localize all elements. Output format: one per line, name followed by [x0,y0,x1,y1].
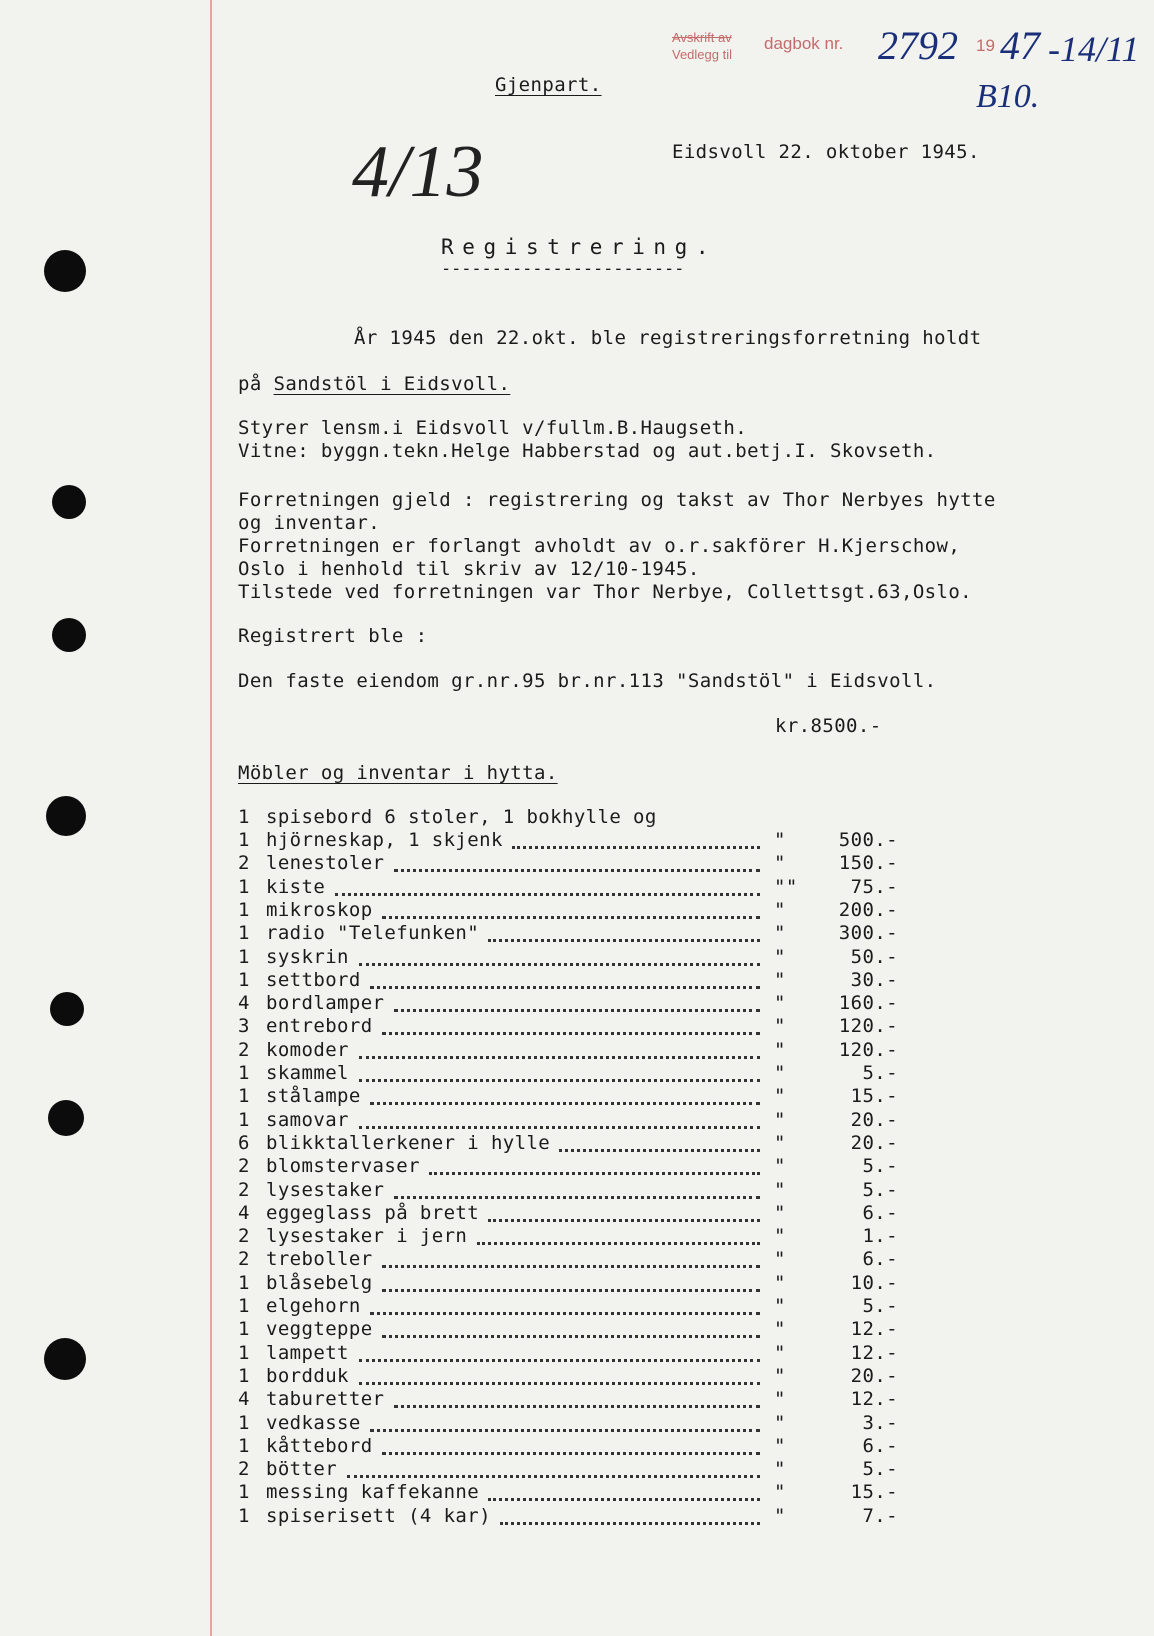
handwritten-number: 2792 [878,23,958,68]
registrert-label: Registrert ble : [238,625,428,647]
inventory-first-line [238,806,898,829]
inventory-desc: bötter [266,1458,338,1480]
inventory-row [238,1015,898,1038]
dot-leader [359,1126,760,1129]
place-date: Eidsvoll 22. oktober 1945. [672,141,980,163]
inventory-amount: 12.- [850,1318,898,1340]
margin-line [210,0,212,1636]
inventory-amount: 12.- [850,1388,898,1410]
inventory-amount: 5.- [862,1458,898,1480]
inventory-row [238,1179,898,1202]
punch-hole-7 [44,1338,86,1380]
dot-leader [488,1498,760,1501]
dot-leader [488,939,760,942]
forretning-line-3: Forretningen er forlangt avholdt av o.r.sakförer H.Kjerschow, [238,535,961,557]
inventory-qty: 3 [238,1015,250,1037]
ditto-mark: " [774,1481,786,1503]
ditto-mark: " [774,1109,786,1131]
inventory-row [238,992,898,1015]
handwritten-margin-note: 4/13 [352,131,484,213]
inventory-row [238,1505,898,1528]
inventory-qty: 2 [238,1458,250,1480]
dot-leader [429,1172,760,1175]
inventory-desc: syskrin [266,946,349,968]
inventory-desc: bordlamper [266,992,385,1014]
inventory-qty: 1 [238,899,250,921]
punch-hole-3 [52,618,86,652]
inventory-qty: 1 [238,829,250,851]
inventory-row [238,899,898,922]
inventory-qty: 1 [238,1435,250,1457]
inventory-qty: 1 [238,1412,250,1434]
inventory-desc: treboller [266,1248,373,1270]
inventory-desc: stålampe [266,1085,361,1107]
ditto-mark: " [774,992,786,1014]
inventory-qty: 1 [238,1505,250,1527]
inventory-desc: taburetter [266,1388,385,1410]
ditto-mark: " [774,829,786,851]
dot-leader [382,1289,760,1292]
inventory-desc: blomstervaser [266,1155,420,1177]
ditto-mark: " [774,899,786,921]
inventory-row [238,969,898,992]
ditto-mark: " [774,969,786,991]
forretning-line-4: Oslo i henhold til skriv av 12/10-1945. [238,558,700,580]
punch-hole-5 [50,992,84,1026]
inventory-row [238,876,898,899]
inventory-desc: hjörneskap, 1 skjenk [266,829,503,851]
forretning-line-5: Tilstede ved forretningen var Thor Nerbye, Collettsgt.63,Oslo. [238,581,973,603]
inventory-amount: 75.- [850,876,898,898]
inventory-row [238,1342,898,1365]
inventory-qty: 2 [238,1039,250,1061]
inventory-row [238,1458,898,1481]
dot-leader [359,1079,760,1082]
inventory-qty: 1 [238,1272,250,1294]
inventory-amount: 300.- [838,922,898,944]
ditto-mark: " [774,946,786,968]
inventory-desc: mikroskop [266,899,373,921]
inventory-row [238,1132,898,1155]
dot-leader [359,1359,760,1362]
dot-leader [477,1242,760,1245]
inventory-desc: messing kaffekanne [266,1481,480,1503]
inventory-desc: radio "Telefunken" [266,922,480,944]
inventory-desc: skammel [266,1062,349,1084]
inventory-row [238,852,898,875]
inventory-amount: 20.- [850,1132,898,1154]
page-title: Registrering. [441,235,718,259]
ditto-mark: " [774,1085,786,1107]
inventory-qty: 1 [238,876,250,898]
ditto-mark: " [774,1435,786,1457]
title-rule: ------------------------ [441,259,685,279]
inventory-amount: 30.- [850,969,898,991]
dot-leader [382,1335,760,1338]
inventory-amount: 6.- [862,1202,898,1224]
inventory-amount: 5.- [862,1179,898,1201]
handwritten-code: B10. [976,78,1040,115]
stamp-year-prefix: 19 [976,36,995,55]
inventory-amount: 15.- [850,1085,898,1107]
paragraph-1-prefix: på [238,373,274,395]
inventory-qty: 2 [238,1248,250,1270]
ditto-mark: " [774,1062,786,1084]
ditto-mark: " [774,1272,786,1294]
forretning-line-2: og inventar. [238,512,381,534]
dot-leader [394,1009,760,1012]
inventory-qty: 1 [238,1085,250,1107]
inventory-qty: 1 [238,1342,250,1364]
inventory-row [238,829,898,852]
inventory-amount: 15.- [850,1481,898,1503]
inventory-amount: 3.- [862,1412,898,1434]
ditto-mark: " [774,1318,786,1340]
inventory-desc: veggteppe [266,1318,373,1340]
inventory-qty: 1 [238,1109,250,1131]
ditto-mark: "" [774,876,798,898]
inventory-desc: lysestaker i jern [266,1225,468,1247]
ditto-mark: " [774,1039,786,1061]
inventory-row [238,922,898,945]
dot-leader [370,1312,760,1315]
inventory-amount: 5.- [862,1295,898,1317]
inventory-qty: 1 [238,1365,250,1387]
inventory-amount: 120.- [838,1039,898,1061]
handwritten-year: 47 [1000,23,1040,68]
inventory-qty: 2 [238,1225,250,1247]
ditto-mark: " [774,1015,786,1037]
inventory-row [238,1481,898,1504]
dot-leader [382,1032,760,1035]
inventory-desc: lysestaker [266,1179,385,1201]
inventory-row [238,1225,898,1248]
inventory-qty: 2 [238,852,250,874]
inventory-first-qty: 1 [238,806,250,828]
eiendom-value: kr.8500.- [775,715,882,737]
dot-leader [359,963,760,966]
inventory-qty: 2 [238,1179,250,1201]
ditto-mark: " [774,1342,786,1364]
inventory-desc: bordduk [266,1365,349,1387]
inventory-desc: eggeglass på brett [266,1202,480,1224]
dot-leader [382,916,760,919]
dot-leader [370,1102,760,1105]
stamp-line2: Vedlegg til [672,47,732,62]
inventory-amount: 150.- [838,852,898,874]
inventory-row [238,1039,898,1062]
ditto-mark: " [774,1179,786,1201]
inventory-desc: spiserisett (4 kar) [266,1505,491,1527]
stamp-label: dagbok nr. [764,34,844,53]
inventory-row [238,1435,898,1458]
inventory-desc: elgehorn [266,1295,361,1317]
inventory-amount: 20.- [850,1365,898,1387]
dot-leader [359,1382,760,1385]
handwritten-date: -14/11 [1048,29,1140,69]
inventory-desc: lampett [266,1342,349,1364]
inventory-desc: vedkasse [266,1412,361,1434]
inventory-row [238,1062,898,1085]
ditto-mark: " [774,1225,786,1247]
inventory-qty: 1 [238,1318,250,1340]
inventory-desc: samovar [266,1109,349,1131]
inventory-row [238,1295,898,1318]
inventory-desc: blåsebelg [266,1272,373,1294]
inventory-qty: 1 [238,1295,250,1317]
dot-leader [382,1265,760,1268]
ditto-mark: " [774,1412,786,1434]
ditto-mark: " [774,1132,786,1154]
location-name: Sandstöl i Eidsvoll. [273,373,511,395]
inventory-amount: 6.- [862,1248,898,1270]
inventory-amount: 50.- [850,946,898,968]
inventory-qty: 4 [238,1202,250,1224]
inventory-row [238,1155,898,1178]
inventory-heading: Möbler og inventar i hytta. [238,762,558,784]
paragraph-1-line-1: År 1945 den 22.okt. ble registreringsforretning holdt [354,327,982,349]
inventory-amount: 10.- [850,1272,898,1294]
eiendom-line: Den faste eiendom gr.nr.95 br.nr.113 "Sandstöl" i Eidsvoll. [238,670,937,692]
inventory-desc: kåttebord [266,1435,373,1457]
inventory-desc: entrebord [266,1015,373,1037]
ditto-mark: " [774,1155,786,1177]
inventory-amount: 200.- [838,899,898,921]
inventory-row [238,1272,898,1295]
inventory-qty: 4 [238,1388,250,1410]
punch-hole-4 [46,796,86,836]
ditto-mark: " [774,1295,786,1317]
inventory-qty: 4 [238,992,250,1014]
inventory-row [238,1202,898,1225]
inventory-first-desc: spisebord 6 stoler, 1 bokhylle og [266,806,657,828]
inventory-amount: 5.- [862,1155,898,1177]
stamp-line1: Avskrift av [672,30,732,45]
inventory-row [238,946,898,969]
dot-leader [394,1405,760,1408]
paragraph-1-line-2 [238,373,510,395]
ditto-mark: " [774,1388,786,1410]
inventory-qty: 1 [238,946,250,968]
inventory-amount: 1.- [862,1225,898,1247]
dot-leader [370,986,760,989]
vitne-line: Vitne: byggn.tekn.Helge Habberstad og aut.betj.I. Skovseth. [238,440,937,462]
punch-hole-2 [52,485,86,519]
dot-leader [500,1522,760,1525]
ditto-mark: " [774,852,786,874]
inventory-desc: komoder [266,1039,349,1061]
inventory-qty: 1 [238,1481,250,1503]
inventory-row [238,1412,898,1435]
inventory-amount: 20.- [850,1109,898,1131]
inventory-amount: 5.- [862,1062,898,1084]
dot-leader [347,1475,760,1478]
dot-leader [488,1219,760,1222]
forretning-line-1: Forretningen gjeld : registrering og takst av Thor Nerbyes hytte [238,489,996,511]
inventory-qty: 2 [238,1155,250,1177]
ditto-mark: " [774,922,786,944]
inventory-amount: 120.- [838,1015,898,1037]
inventory-amount: 6.- [862,1435,898,1457]
dot-leader [394,869,760,872]
inventory-row [238,1109,898,1132]
ditto-mark: " [774,1505,786,1527]
punch-hole-6 [48,1100,84,1136]
inventory-amount: 160.- [838,992,898,1014]
inventory-qty: 1 [238,1062,250,1084]
styrer-line: Styrer lensm.i Eidsvoll v/fullm.B.Haugseth. [238,417,748,439]
dot-leader [559,1149,760,1152]
dot-leader [382,1452,760,1455]
dot-leader [370,1429,760,1432]
inventory-qty: 1 [238,922,250,944]
inventory-row [238,1388,898,1411]
inventory-amount: 12.- [850,1342,898,1364]
inventory-amount: 7.- [862,1505,898,1527]
ditto-mark: " [774,1202,786,1224]
inventory-qty: 6 [238,1132,250,1154]
inventory-amount: 500.- [838,829,898,851]
dot-leader [335,893,760,896]
inventory-desc: settbord [266,969,361,991]
dot-leader [512,846,760,849]
inventory-row [238,1318,898,1341]
ditto-mark: " [774,1248,786,1270]
inventory-qty: 1 [238,969,250,991]
dot-leader [394,1196,760,1199]
inventory-desc: kiste [266,876,326,898]
inventory-row [238,1248,898,1271]
copy-label: Gjenpart. [495,74,602,96]
inventory-row [238,1085,898,1108]
inventory-row [238,1365,898,1388]
inventory-desc: blikktallerkener i hylle [266,1132,551,1154]
inventory-desc: lenestoler [266,852,385,874]
ditto-mark: " [774,1365,786,1387]
ditto-mark: " [774,1458,786,1480]
punch-hole-1 [44,250,86,292]
dot-leader [359,1056,760,1059]
